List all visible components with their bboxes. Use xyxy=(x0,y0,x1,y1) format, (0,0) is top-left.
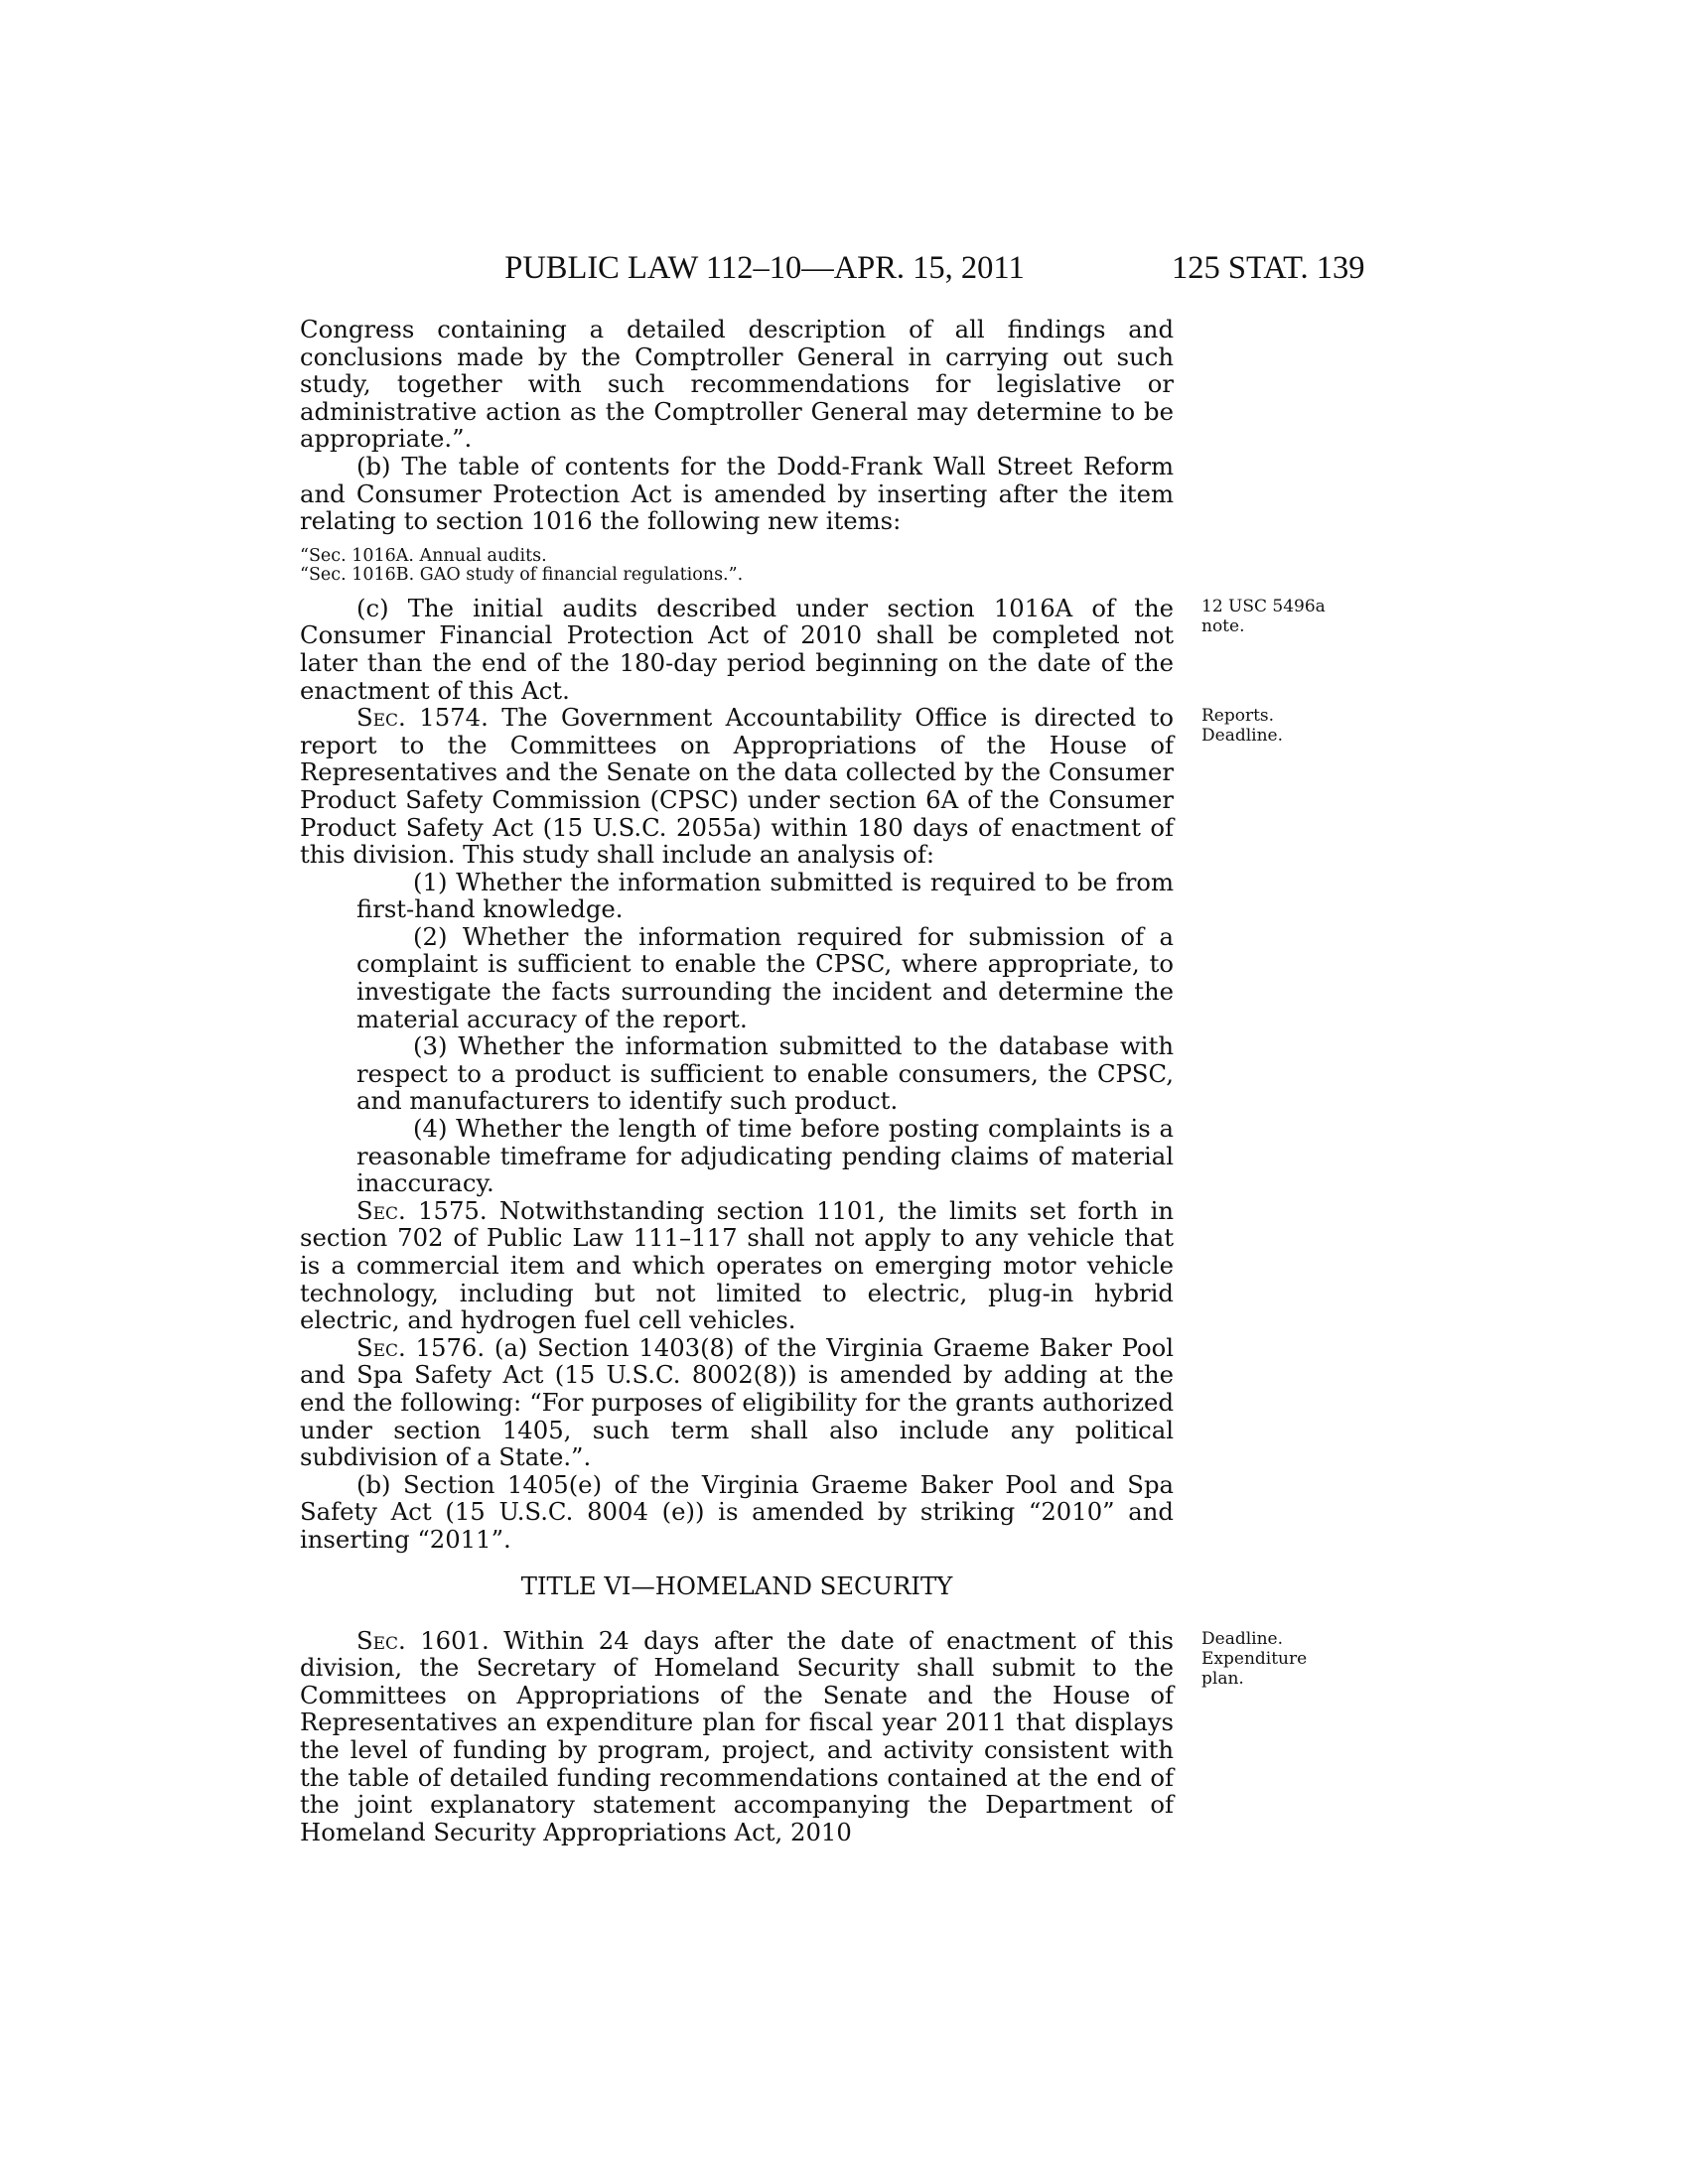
toc-item: “Sec. 1016B. GAO study of financial regulations.”. xyxy=(300,564,744,585)
section-text: (a) Section 1403(8) of the Virginia Graeme Baker Pool and Spa Safety Act (15 U.S.C. 8002(8)) is amended by adding at the end the following: “For purposes of eligibility for the grants authorized under section 1405, such term shall also include any political subdivision of a State.”. xyxy=(300,1332,1174,1472)
section-label: Sec. 1575. xyxy=(356,1195,488,1225)
section-label: Sec. 1576. xyxy=(356,1332,486,1362)
section-1574 xyxy=(300,704,1174,869)
paragraph-continuation: Congress containing a detailed description of all findings and conclusions made by the Comptroller General in carrying out such study, together with such recommendations for legislative or administrative action as the Comptroller General may determine to be appropriate.”. xyxy=(300,315,1174,454)
margin-note-reports xyxy=(1201,706,1283,746)
section-label: Sec. 1601. xyxy=(356,1625,490,1655)
margin-note-line: Reports. xyxy=(1201,706,1275,727)
section-label: Sec. 1574. xyxy=(356,703,489,733)
toc-item: “Sec. 1016A. Annual audits. xyxy=(300,545,547,566)
list-item: (3) Whether the information submitted to the database with respect to a product is sufficient to enable consumers, the CPSC, and manufacturers to identify such product. xyxy=(356,1031,1174,1116)
section-1576-b: (b) Section 1405(e) of the Virginia Graeme Baker Pool and Spa Safety Act (15 U.S.C. 8004 (e)) is amended by striking “2010” and inserting “2011”. xyxy=(300,1469,1174,1554)
margin-note-line: 12 USC 5496a xyxy=(1201,596,1326,616)
section-text: Within 24 days after the date of enactment of this division, the Secretary of Homeland Security shall submit to the Committees on Appropriations of the Senate and the House of Representatives an expenditure plan for fiscal year 2011 that displays the level of funding by program, project, and activity consistent with the table of detailed funding recommendations contained at the end of the joint explanatory statement accompanying the Department of Homeland Security Appropriations Act, 2010 xyxy=(300,1625,1174,1846)
list-item: (1) Whether the information submitted is required to be from first-hand knowledge. xyxy=(356,867,1174,924)
margin-note-line: Deadline. xyxy=(1201,726,1283,747)
section-1601 xyxy=(300,1627,1174,1846)
margin-note-expenditure xyxy=(1201,1629,1307,1689)
page-number: 125 STAT. 139 xyxy=(1172,250,1365,286)
toc-inserted-items xyxy=(300,547,1174,585)
title-heading: TITLE VI—HOMELAND SECURITY xyxy=(520,1570,953,1600)
margin-note-line: plan. xyxy=(1201,1668,1244,1689)
document-body xyxy=(300,316,1174,1845)
list-item: (4) Whether the length of time before posting complaints is a reasonable timeframe for adjudicating pending claims of material inaccuracy. xyxy=(356,1114,1174,1198)
section-text: Notwithstanding section 1101, the limits set forth in section 702 of Public Law 111–117 shall not apply to any vehicle that is a commercial item and which operates on emerging motor vehicle technology, including but not limited to electric, plug-in hybrid electric, and hydrogen fuel cell vehicles. xyxy=(300,1195,1174,1335)
margin-note-line: Deadline. xyxy=(1201,1628,1283,1649)
margin-note-usc xyxy=(1201,597,1326,636)
margin-note-line: note. xyxy=(1201,615,1245,636)
section-1575 xyxy=(300,1197,1174,1334)
running-header: PUBLIC LAW 112–10—APR. 15, 2011 xyxy=(504,250,1025,286)
paragraph-b-table-of-contents: (b) The table of contents for the Dodd-Frank Wall Street Reform and Consumer Protection Act is amended by inserting after the item relating to section 1016 the following new items: xyxy=(300,451,1174,536)
list-item: (2) Whether the information required for submission of a complaint is sufficient to enable the CPSC, where appropriate, to investigate the facts surrounding the incident and determine the material accuracy of the report. xyxy=(356,921,1174,1033)
section-1576 xyxy=(300,1334,1174,1471)
section-text: The Government Accountability Office is directed to report to the Committees on Appropriations of the House of Representatives and the Senate on the data collected by the Consumer Product Safety Commission (CPSC) under section 6A of the Consumer Product Safety Act (15 U.S.C. 2055a) within 180 days of enactment of this division. This study shall include an analysis of: xyxy=(300,703,1174,870)
margin-note-line: Expenditure xyxy=(1201,1648,1308,1669)
paragraph-c-initial-audits: (c) The initial audits described under section 1016A of the Consumer Financial Protection Act of 2010 shall be completed not later than the end of the 180-day period beginning on the date of the enactment of this Act. xyxy=(300,593,1174,705)
